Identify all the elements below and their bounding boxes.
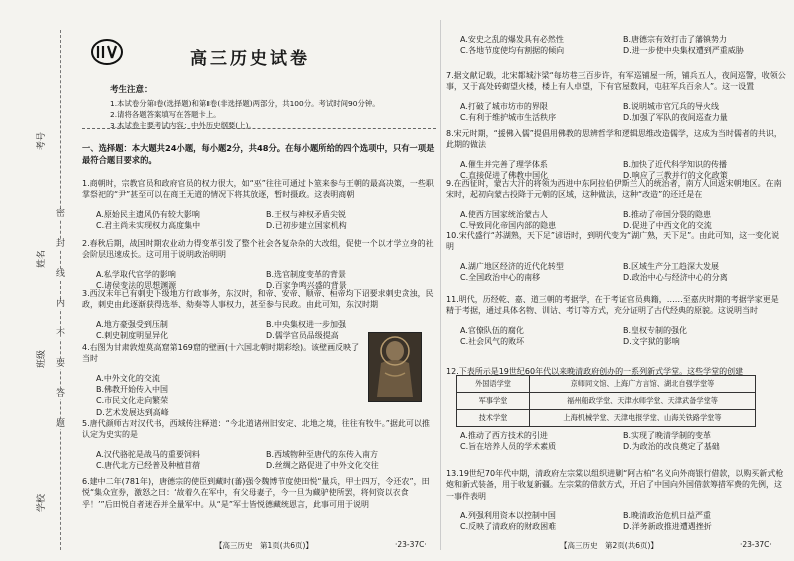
- option: C.全国政治中心的南移: [460, 273, 541, 283]
- footer-code-left: ·23-37C·: [395, 540, 427, 549]
- option: D.进一步使中央集权遭到严重威胁: [623, 46, 744, 56]
- option: D.响应了三教并行的文化政策: [623, 171, 728, 181]
- table-cell: 上海机械学堂、天津电报学堂、山海关铁路学堂等: [530, 410, 756, 427]
- option: C.唐代北方已经普及种植苜蓿: [96, 461, 201, 471]
- question-6-options: [446, 34, 786, 57]
- question-12-options: [446, 430, 786, 453]
- margin-label-name: 姓名: [37, 249, 47, 268]
- option: C.各地节度使均有割据的倾向: [460, 46, 565, 56]
- option: B.皇权专制的强化: [623, 325, 688, 335]
- option: D.为政治的改良奠定了基础: [623, 442, 720, 452]
- option: B.加快了近代科学知识的传播: [623, 159, 728, 169]
- option: B.推动了帝国分裂的隐患: [623, 209, 712, 219]
- question-5: [82, 410, 436, 471]
- seal-char: 题: [56, 419, 66, 429]
- option: B.中央集权进一步加强: [266, 319, 347, 329]
- option: C.市民文化走向繁荣: [96, 396, 169, 406]
- option: C.直接促进了佛教中国化: [460, 171, 549, 181]
- option: B.区域生产分工趋深大发展: [623, 261, 720, 271]
- question-13: [446, 460, 786, 533]
- option: D.儒学官员品级提高: [266, 331, 339, 341]
- question-1: [82, 170, 436, 231]
- option: A.列强利用资本以控制中国: [460, 511, 556, 521]
- seal-char: 封: [56, 239, 66, 249]
- section-heading: 一、选择题：本大题共24小题，每小题2分，共48分。在每小题所给的四个选项中，只有一项是最符合题目要求的。: [82, 143, 435, 166]
- table-row: [457, 410, 756, 427]
- seal-char: 要: [56, 359, 66, 369]
- option: A.中外文化的交流: [96, 373, 160, 383]
- margin-label-class: 班级: [37, 349, 47, 368]
- table-cell: 外国语学堂: [457, 376, 530, 393]
- option: C.社会风气的败坏: [460, 337, 525, 347]
- margin-label-school: 学校: [37, 493, 47, 512]
- question-stem: 11.明代，历经乾、嘉、道三朝的考据学，在于考证官员典籍，……至嘉庆时期的考据学家更是精于考据，通过具体名物、训诂、考订等方式，充分证明了古代经典的原貌。这说明当时: [446, 295, 779, 316]
- option: B.西域物种至唐代的东传入南方: [266, 449, 379, 459]
- question-stem: 2.春秋后期，战国时期农业动力得变革引发了整个社会各复杂杂的大改组，促使一个以才学立身的社会阶层迅速成长。这可用于说明政治明明: [82, 239, 434, 260]
- table-cell: 技术学堂: [457, 410, 530, 427]
- option: D.文字狱的影响: [623, 337, 680, 347]
- seal-char: 答: [56, 389, 66, 399]
- option: A.推动了西方技术的引进: [460, 431, 548, 440]
- option: D.加强了军队的夜间巡查力量: [623, 113, 728, 123]
- publisher-logo-icon: [90, 38, 124, 66]
- question-stem: 6.建中二年(781年)，唐德宗的使臣到藏时(蕃)强令魏博节度使田悦“量兵，甲士四万，令还农”，田悦“集众宣券，激怒之曰：‘故着久在军中，有父母妻子，今一旦为藏驴使所罢，将何资以衣食乎！’”后田悦自者迷吞并全量军中。从“是”军士皆悦德藏统恩言，此事可用于说明: [82, 477, 430, 509]
- option: A.催生并完善了理学体系: [460, 159, 548, 169]
- question-stem: 3.西汉末年已有刺史下级地方行政事务，东汉时，和帝、安帝、顺帝、桓帝均下诏要求刺史贪浊，民政，刺史由此逐渐获得选举、劾奏等人事权力，甚至参与民政。由此可知，东汉时期: [82, 289, 434, 310]
- option: D.丝绸之路促进了中外文化交往: [266, 461, 379, 471]
- option: C.有利于维护城市生活秩序: [460, 113, 557, 123]
- seal-char: 不: [56, 329, 66, 339]
- seal-char: 内: [56, 299, 66, 309]
- option: A.原始民主遗风仍有较大影响: [96, 209, 200, 219]
- question-6: [82, 468, 436, 518]
- footer-code-right: ·23-37C·: [740, 540, 772, 549]
- option: B.唐德宗有效打击了藩镇势力: [623, 35, 728, 44]
- question-stem: 8.宋元时期，“援佛入儒”提倡用佛教的思辨哲学和逻辑思维改造儒学，这成为当时儒者的共识，此期的做法: [446, 129, 782, 150]
- dunhuang-fresco-image: [368, 332, 422, 402]
- seal-char: 密: [56, 209, 66, 219]
- column-divider: [440, 20, 441, 550]
- notice-heading: 考生注意：: [110, 85, 153, 95]
- option: B.晚清政治危机日益严重: [623, 511, 712, 521]
- question-11: [446, 286, 786, 347]
- binding-margin: [0, 0, 80, 561]
- option: A.打破了城市坊市的界限: [460, 101, 548, 111]
- question-stem: 13.19世纪70年代中期，清政府左宗棠以组织进剿“阿古柏”名义向外商银行借款，以购买新式枪炮和新式装备，用于收复新疆。左宗棠的借款方式，开启了中国向外国借款筹措军费的先例，这一事件表明: [446, 469, 784, 501]
- notice-divider: [82, 128, 436, 129]
- question-4: [82, 334, 362, 418]
- option: C.诸侯变法的思想渊源: [96, 281, 177, 291]
- table-cell: 军事学堂: [457, 393, 530, 410]
- exam-notice: [110, 84, 434, 131]
- school-table: [456, 375, 756, 427]
- option: B.王权与神权矛盾尖锐: [266, 209, 347, 219]
- option: A.安史之乱的爆发具有必然性: [460, 35, 564, 44]
- footer-page-right: 【高三历史 第2页(共6页)】: [560, 541, 658, 550]
- question-stem: 9.在西征时，蒙古大汗的将领为西进中东阿拉伯伊斯兰人的统治者，南方人回返宋朝地区。在南宋时，起初向蒙古投降于元朝的区域，这种做法，这种“改造”的还迁是在: [446, 179, 782, 200]
- page-title: 高三历史试卷: [190, 49, 310, 69]
- option: D.政治中心与经济中心的分离: [623, 273, 728, 283]
- option: C.君主尚未实现权力高度集中: [96, 221, 201, 231]
- option: B.实现了晚清学制的变革: [623, 431, 712, 440]
- notice-line: 1.本试卷分第Ⅰ卷(选择题)和第Ⅱ卷(非选择题)两部分，共100分。考试时间90分钟。: [110, 98, 380, 108]
- option: A.使西方国家统治蒙古人: [460, 209, 548, 219]
- question-stem: 1.商朝时，宗教官员和政府官员的权力很大，如“巫”往往可通过卜筮来参与王朝的最高决策，一些职掌祭祀的“尹”甚至可以在商王无道的情况下将其放逐，暂时摄政。这表明商朝: [82, 179, 434, 200]
- notice-line: 2.请将各题答案填写在答题卡上。: [110, 109, 221, 119]
- table-cell: 福州船政学堂、天津水师学堂、天津武备学堂等: [530, 393, 756, 410]
- seal-char: 线: [56, 269, 66, 279]
- option: D.已初步建立国家机构: [266, 221, 347, 231]
- option: A.地方豪强受到压制: [96, 319, 168, 329]
- table-row: [457, 393, 756, 410]
- question-stem: 4.右图为甘肃敦煌莫高窟第169窟的壁画(十六国北朝时期彩绘)。该壁画反映了当时: [82, 343, 360, 364]
- question-stem: 7.据文献记载，北宋都城汴梁“每坊巷三百步许，有军巡铺屋一所，铺兵五人，夜间巡警，收领公事，又于高处砖砌望火楼，楼上有人卓望，下有官屋数间，屯驻军兵百余人”。这一设置: [446, 71, 786, 92]
- option: D.洋务新政推进遭遇挫折: [623, 522, 712, 532]
- option: C.旨在培养人员的学术素质: [460, 442, 557, 452]
- footer-page-left: 【高三历史 第1页(共6页)】: [215, 541, 313, 550]
- notice-line: 3.本试卷主要考试内容：中外历史纲要(上)。: [110, 120, 256, 130]
- option: B.选官制度变革的背景: [266, 269, 347, 279]
- option: B.佛教开始传入中国: [96, 385, 169, 395]
- table-row: [457, 376, 756, 393]
- question-stem: 10.宋代盛行“苏湖熟，天下足”谚语时，到明代变为“湖广熟，天下足”。由此可知，这一变化说明: [446, 231, 780, 252]
- question-stem: 12.下表所示是19世纪60年代以来晚清政府创办的一系列新式学堂。这些学堂的创建: [446, 367, 744, 376]
- question-7: [446, 62, 786, 123]
- option: A.汉代骆驼是战马的重要饲料: [96, 449, 200, 459]
- option: A.私学取代官学的影响: [96, 269, 176, 279]
- option: B.说明城市官冗兵的导火线: [623, 101, 720, 111]
- margin-label-exam-number: 考号: [37, 131, 47, 150]
- option: A.湖广地区经济的近代化转型: [460, 261, 564, 271]
- option: D.促进了中西文化的交流: [623, 221, 712, 231]
- table-cell: 京师同文馆、上海广方言馆、湖北自强学堂等: [530, 376, 756, 393]
- option: C.反映了清政府的财政困难: [460, 522, 557, 532]
- option: D.百家争鸣兴盛的背景: [266, 281, 347, 291]
- question-10: [446, 222, 786, 283]
- option: C.导致同化帝国内部的隐患: [460, 221, 557, 231]
- question-stem: 5.唐代颜师古对汉代书，西域传注释道：“今北道诸州旧安定、北地之境，往往有牧牛。”据此可以推认定为史实的是: [82, 419, 430, 440]
- seal-line: [60, 30, 61, 550]
- option: C.刺史制度明显异化: [96, 331, 169, 341]
- option: A.官僚队伍的腐化: [460, 325, 524, 335]
- option: D.艺术发展达到高峰: [96, 407, 169, 417]
